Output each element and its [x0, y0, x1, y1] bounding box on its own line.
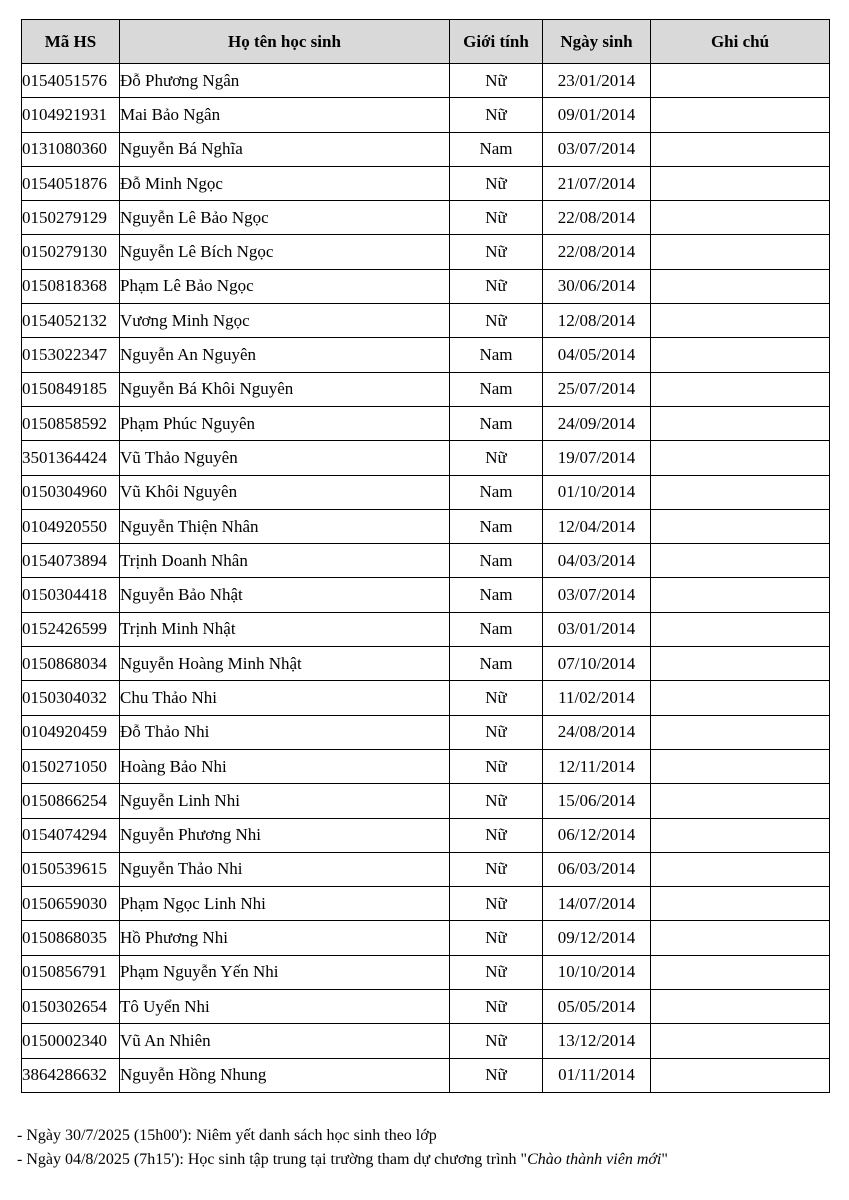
student-id-cell: 0154074294	[22, 818, 120, 852]
table-row	[22, 578, 830, 612]
note-cell	[651, 132, 830, 166]
table-row	[22, 887, 830, 921]
date-of-birth-cell: 05/05/2014	[543, 990, 651, 1024]
gender-cell: Nữ	[450, 304, 543, 338]
gender-cell: Nam	[450, 406, 543, 440]
table-row	[22, 990, 830, 1024]
student-name-cell: Chu Thảo Nhi	[120, 681, 450, 715]
table-row	[22, 647, 830, 681]
gender-cell: Nữ	[450, 818, 543, 852]
date-of-birth-cell: 25/07/2014	[543, 372, 651, 406]
student-name-cell: Vũ Khôi Nguyên	[120, 475, 450, 509]
note-cell	[651, 269, 830, 303]
note-cell	[651, 64, 830, 98]
note-cell	[651, 990, 830, 1024]
date-of-birth-cell: 12/04/2014	[543, 509, 651, 543]
student-name-cell: Phạm Nguyễn Yến Nhi	[120, 955, 450, 989]
note-cell	[651, 441, 830, 475]
student-id-cell: 0150304960	[22, 475, 120, 509]
student-name-cell: Nguyễn Bảo Nhật	[120, 578, 450, 612]
note-cell	[651, 304, 830, 338]
date-of-birth-cell: 12/11/2014	[543, 749, 651, 783]
date-of-birth-cell: 10/10/2014	[543, 955, 651, 989]
student-id-cell: 0104920550	[22, 509, 120, 543]
student-id-cell: 3864286632	[22, 1058, 120, 1092]
note-line-2-text: - Ngày 04/8/2025 (7h15'): Học sinh tập trung tại trường tham dự chương trình "	[17, 1151, 528, 1168]
table-row	[22, 166, 830, 200]
date-of-birth-cell: 12/08/2014	[543, 304, 651, 338]
header-student-name: Họ tên học sinh	[120, 20, 450, 64]
table-row	[22, 544, 830, 578]
date-of-birth-cell: 07/10/2014	[543, 647, 651, 681]
student-id-cell: 0154051576	[22, 64, 120, 98]
gender-cell: Nữ	[450, 269, 543, 303]
table-row	[22, 98, 830, 132]
table-body	[22, 64, 830, 1093]
gender-cell: Nam	[450, 647, 543, 681]
student-name-cell: Nguyễn Hồng Nhung	[120, 1058, 450, 1092]
student-id-cell: 0154051876	[22, 166, 120, 200]
student-id-cell: 0150279129	[22, 201, 120, 235]
table-row	[22, 784, 830, 818]
date-of-birth-cell: 21/07/2014	[543, 166, 651, 200]
date-of-birth-cell: 30/06/2014	[543, 269, 651, 303]
gender-cell: Nam	[450, 612, 543, 646]
note-cell	[651, 509, 830, 543]
note-cell	[651, 749, 830, 783]
student-id-cell: 0150271050	[22, 749, 120, 783]
table-row	[22, 715, 830, 749]
student-name-cell: Nguyễn Thảo Nhi	[120, 852, 450, 886]
program-name: Chào thành viên mới	[527, 1151, 662, 1168]
table-row	[22, 921, 830, 955]
date-of-birth-cell: 03/07/2014	[543, 132, 651, 166]
note-cell	[651, 406, 830, 440]
table-row	[22, 749, 830, 783]
gender-cell: Nam	[450, 509, 543, 543]
student-id-cell: 0154073894	[22, 544, 120, 578]
gender-cell: Nam	[450, 132, 543, 166]
table-row	[22, 372, 830, 406]
student-id-cell: 0150659030	[22, 887, 120, 921]
date-of-birth-cell: 06/12/2014	[543, 818, 651, 852]
note-cell	[651, 647, 830, 681]
table-row	[22, 1058, 830, 1092]
date-of-birth-cell: 03/01/2014	[543, 612, 651, 646]
table-row	[22, 304, 830, 338]
student-id-cell: 0131080360	[22, 132, 120, 166]
student-id-cell: 0150304418	[22, 578, 120, 612]
student-id-cell: 0150002340	[22, 1024, 120, 1058]
date-of-birth-cell: 09/12/2014	[543, 921, 651, 955]
table-row	[22, 406, 830, 440]
date-of-birth-cell: 14/07/2014	[543, 887, 651, 921]
gender-cell: Nữ	[450, 201, 543, 235]
student-name-cell: Hồ Phương Nhi	[120, 921, 450, 955]
table-row	[22, 818, 830, 852]
table-header-row	[22, 20, 830, 64]
header-notes: Ghi chú	[651, 20, 830, 64]
announcement-notes	[17, 1124, 668, 1172]
gender-cell: Nam	[450, 475, 543, 509]
gender-cell: Nữ	[450, 955, 543, 989]
note-cell	[651, 166, 830, 200]
gender-cell: Nữ	[450, 921, 543, 955]
table-row	[22, 201, 830, 235]
note-cell	[651, 201, 830, 235]
student-id-cell: 0150868035	[22, 921, 120, 955]
header-gender: Giới tính	[450, 20, 543, 64]
student-name-cell: Phạm Lê Bảo Ngọc	[120, 269, 450, 303]
student-name-cell: Đỗ Minh Ngọc	[120, 166, 450, 200]
date-of-birth-cell: 19/07/2014	[543, 441, 651, 475]
gender-cell: Nữ	[450, 715, 543, 749]
date-of-birth-cell: 11/02/2014	[543, 681, 651, 715]
note-cell	[651, 578, 830, 612]
student-name-cell: Nguyễn Hoàng Minh Nhật	[120, 647, 450, 681]
table-row	[22, 852, 830, 886]
note-cell	[651, 1058, 830, 1092]
table-row	[22, 509, 830, 543]
table-row	[22, 441, 830, 475]
note-line-2-end: "	[661, 1151, 668, 1168]
student-name-cell: Hoàng Bảo Nhi	[120, 749, 450, 783]
note-cell	[651, 98, 830, 132]
table-row	[22, 1024, 830, 1058]
gender-cell: Nữ	[450, 887, 543, 921]
gender-cell: Nữ	[450, 852, 543, 886]
gender-cell: Nam	[450, 578, 543, 612]
gender-cell: Nam	[450, 372, 543, 406]
note-cell	[651, 715, 830, 749]
student-id-cell: 0150279130	[22, 235, 120, 269]
note-cell	[651, 921, 830, 955]
student-name-cell: Nguyễn Lê Bảo Ngọc	[120, 201, 450, 235]
note-cell	[651, 852, 830, 886]
student-name-cell: Tô Uyển Nhi	[120, 990, 450, 1024]
date-of-birth-cell: 13/12/2014	[543, 1024, 651, 1058]
student-name-cell: Đỗ Thảo Nhi	[120, 715, 450, 749]
table-row	[22, 612, 830, 646]
gender-cell: Nữ	[450, 681, 543, 715]
student-name-cell: Nguyễn Thiện Nhân	[120, 509, 450, 543]
student-id-cell: 0150868034	[22, 647, 120, 681]
note-cell	[651, 544, 830, 578]
header-student-id: Mã HS	[22, 20, 120, 64]
note-cell	[651, 372, 830, 406]
date-of-birth-cell: 03/07/2014	[543, 578, 651, 612]
date-of-birth-cell: 06/03/2014	[543, 852, 651, 886]
student-id-cell: 0150866254	[22, 784, 120, 818]
header-date-of-birth: Ngày sinh	[543, 20, 651, 64]
student-name-cell: Vũ An Nhiên	[120, 1024, 450, 1058]
student-name-cell: Phạm Phúc Nguyên	[120, 406, 450, 440]
table-row	[22, 64, 830, 98]
student-name-cell: Vương Minh Ngọc	[120, 304, 450, 338]
student-name-cell: Nguyễn Bá Khôi Nguyên	[120, 372, 450, 406]
note-cell	[651, 818, 830, 852]
student-name-cell: Trịnh Doanh Nhân	[120, 544, 450, 578]
student-name-cell: Đỗ Phương Ngân	[120, 64, 450, 98]
gender-cell: Nữ	[450, 166, 543, 200]
date-of-birth-cell: 22/08/2014	[543, 235, 651, 269]
table-row	[22, 235, 830, 269]
table-row	[22, 475, 830, 509]
note-cell	[651, 681, 830, 715]
gender-cell: Nữ	[450, 98, 543, 132]
date-of-birth-cell: 01/11/2014	[543, 1058, 651, 1092]
note-cell	[651, 338, 830, 372]
student-name-cell: Nguyễn Linh Nhi	[120, 784, 450, 818]
note-cell	[651, 1024, 830, 1058]
gender-cell: Nữ	[450, 1058, 543, 1092]
student-id-cell: 0104921931	[22, 98, 120, 132]
table-row	[22, 338, 830, 372]
gender-cell: Nữ	[450, 441, 543, 475]
date-of-birth-cell: 24/08/2014	[543, 715, 651, 749]
student-name-cell: Mai Bảo Ngân	[120, 98, 450, 132]
table-row	[22, 681, 830, 715]
note-cell	[651, 235, 830, 269]
date-of-birth-cell: 04/05/2014	[543, 338, 651, 372]
note-cell	[651, 887, 830, 921]
student-id-cell: 0152426599	[22, 612, 120, 646]
date-of-birth-cell: 23/01/2014	[543, 64, 651, 98]
gender-cell: Nữ	[450, 1024, 543, 1058]
student-id-cell: 0150858592	[22, 406, 120, 440]
gender-cell: Nam	[450, 544, 543, 578]
table-row	[22, 955, 830, 989]
student-table	[21, 19, 830, 1093]
student-id-cell: 0150304032	[22, 681, 120, 715]
gender-cell: Nữ	[450, 235, 543, 269]
student-name-cell: Nguyễn Lê Bích Ngọc	[120, 235, 450, 269]
note-line-1: - Ngày 30/7/2025 (15h00'): Niêm yết danh sách học sinh theo lớp	[17, 1127, 437, 1144]
note-cell	[651, 784, 830, 818]
date-of-birth-cell: 22/08/2014	[543, 201, 651, 235]
gender-cell: Nữ	[450, 749, 543, 783]
date-of-birth-cell: 01/10/2014	[543, 475, 651, 509]
gender-cell: Nam	[450, 338, 543, 372]
table-row	[22, 132, 830, 166]
gender-cell: Nữ	[450, 64, 543, 98]
student-id-cell: 0154052132	[22, 304, 120, 338]
note-cell	[651, 955, 830, 989]
date-of-birth-cell: 15/06/2014	[543, 784, 651, 818]
note-cell	[651, 475, 830, 509]
student-name-cell: Phạm Ngọc Linh Nhi	[120, 887, 450, 921]
date-of-birth-cell: 24/09/2014	[543, 406, 651, 440]
student-id-cell: 0104920459	[22, 715, 120, 749]
note-cell	[651, 612, 830, 646]
student-id-cell: 0150849185	[22, 372, 120, 406]
date-of-birth-cell: 04/03/2014	[543, 544, 651, 578]
note-line-2	[17, 1148, 668, 1172]
student-name-cell: Trịnh Minh Nhật	[120, 612, 450, 646]
student-id-cell: 0150539615	[22, 852, 120, 886]
student-id-cell: 0153022347	[22, 338, 120, 372]
student-id-cell: 0150856791	[22, 955, 120, 989]
student-name-cell: Nguyễn Bá Nghĩa	[120, 132, 450, 166]
table-row	[22, 269, 830, 303]
date-of-birth-cell: 09/01/2014	[543, 98, 651, 132]
student-name-cell: Vũ Thảo Nguyên	[120, 441, 450, 475]
student-id-cell: 3501364424	[22, 441, 120, 475]
student-name-cell: Nguyễn An Nguyên	[120, 338, 450, 372]
student-id-cell: 0150302654	[22, 990, 120, 1024]
student-id-cell: 0150818368	[22, 269, 120, 303]
gender-cell: Nữ	[450, 990, 543, 1024]
student-name-cell: Nguyễn Phương Nhi	[120, 818, 450, 852]
gender-cell: Nữ	[450, 784, 543, 818]
